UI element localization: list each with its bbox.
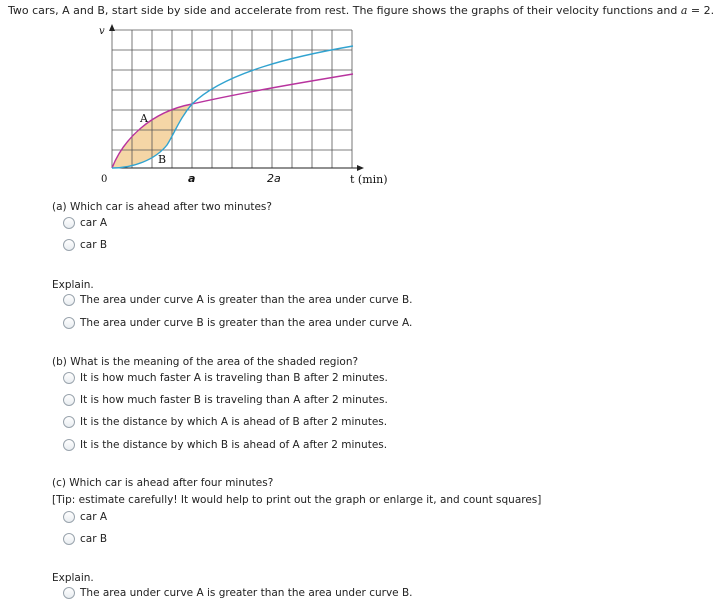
explain-a-label: Explain. [52,279,94,291]
option-label: car A [80,511,108,523]
explain-a-option-1[interactable] [63,294,413,306]
tick-2a-label: 2a [267,172,281,185]
part-a-question: (a) Which car is ahead after two minutes? [52,201,272,213]
y-axis-label: v [99,26,105,37]
part-c-option-car-b[interactable] [63,533,107,545]
part-a-option-car-b[interactable] [63,239,107,251]
radio-icon[interactable] [63,394,75,406]
explain-a-option-2[interactable] [63,317,412,329]
intro-text: Two cars, A and B, start side by side and accelerate from rest. The figure shows the graphs of their velocity functions and [8,4,681,17]
tick-a-label: a [188,172,196,185]
part-c-question: (c) Which car is ahead after four minutes? [52,477,274,489]
intro-a-variable: a [680,4,688,17]
part-b-option-4[interactable] [63,439,387,451]
part-b-option-2[interactable] [63,394,388,406]
radio-icon[interactable] [63,217,75,229]
radio-icon[interactable] [63,317,75,329]
radio-icon[interactable] [63,294,75,306]
x-axis-arrow-icon [357,165,364,171]
option-label: It is the distance by which B is ahead of A after 2 minutes. [80,439,388,451]
part-b-question: (b) What is the meaning of the area of the shaded region? [52,356,359,368]
radio-icon[interactable] [63,239,75,251]
part-c-tip: [Tip: estimate carefully! It would help to print out the graph or enlarge it, and count squares] [52,494,542,506]
option-label: It is the distance by which A is ahead of B after 2 minutes. [80,416,388,428]
curve-a-label: A [140,112,148,125]
radio-icon[interactable] [63,372,75,384]
radio-icon[interactable] [63,511,75,523]
x-axis-label: t (min) [350,173,388,186]
part-c-option-car-a[interactable] [63,511,107,523]
origin-label: 0 [101,174,108,185]
option-label: car B [80,533,108,545]
option-label: The area under curve A is greater than the area under curve B. [80,294,413,306]
y-axis-arrow-icon [109,24,115,31]
option-label: car B [80,239,108,251]
velocity-graph [95,22,395,188]
part-b-option-1[interactable] [63,372,388,384]
option-label: It is how much faster B is traveling than A after 2 minutes. [80,394,388,406]
part-a-option-car-a[interactable] [63,217,107,229]
option-label: The area under curve A is greater than the area under curve B. [80,587,413,599]
radio-icon[interactable] [63,439,75,451]
explain-c-option-1[interactable] [63,587,413,599]
problem-intro [8,4,714,17]
intro-a-value: = 2. [690,4,714,17]
radio-icon[interactable] [63,533,75,545]
part-b-option-3[interactable] [63,416,387,428]
radio-icon[interactable] [63,587,75,599]
radio-icon[interactable] [63,416,75,428]
option-label: car A [80,217,108,229]
option-label: It is how much faster A is traveling than B after 2 minutes. [80,372,388,384]
explain-c-label: Explain. [52,572,94,584]
option-label: The area under curve B is greater than the area under curve A. [80,317,413,329]
curve-b-label: B [158,153,167,166]
